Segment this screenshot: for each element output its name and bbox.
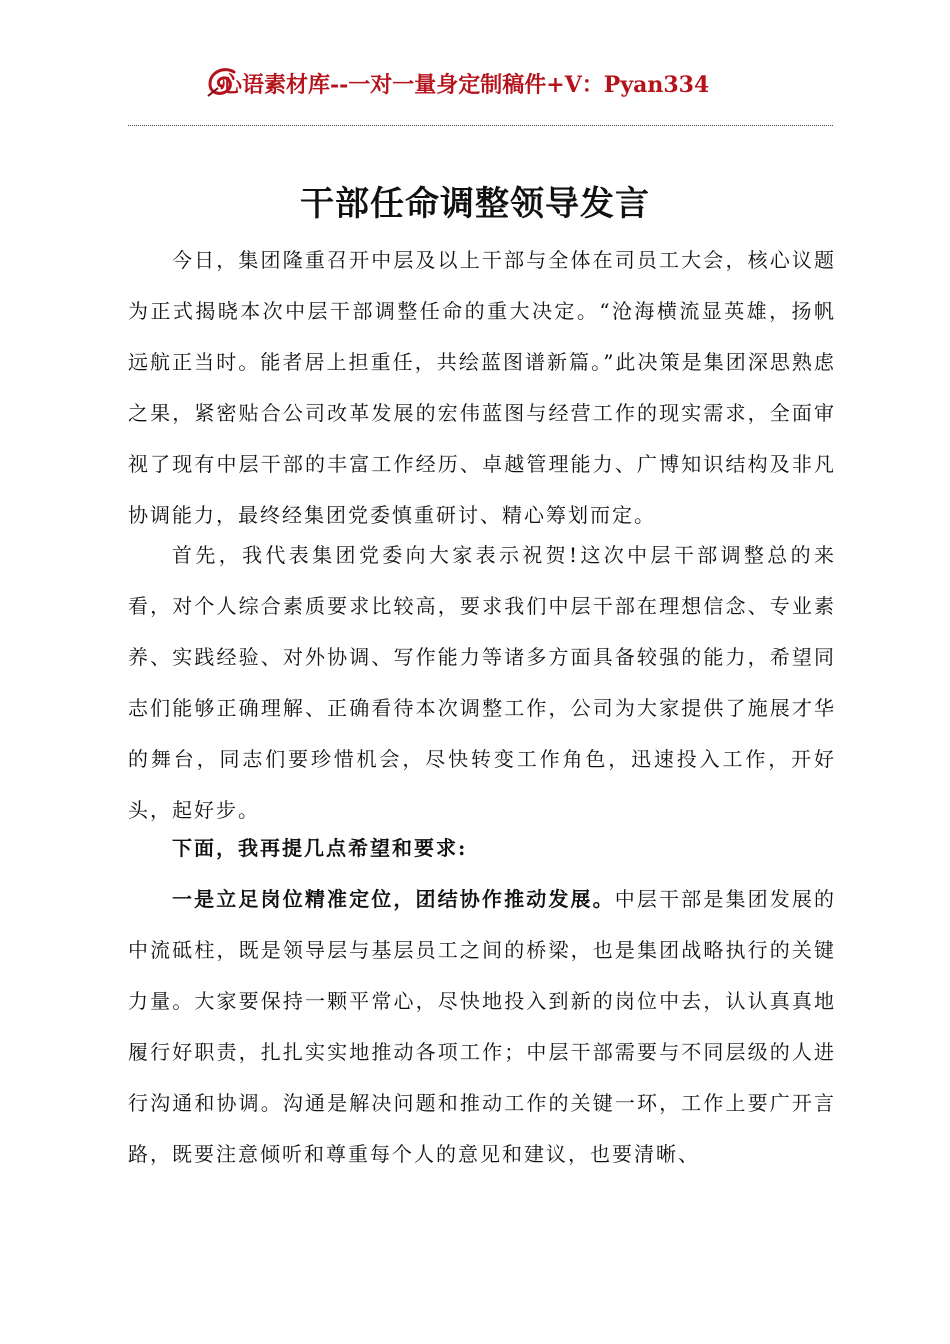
header-divider <box>128 125 833 126</box>
paragraph-4 <box>128 874 836 1180</box>
paragraph-3: 下面，我再提几点希望和要求: <box>172 836 468 860</box>
header-tagline: --一对一量身定制稿件+V：Pyan334 <box>330 72 710 98</box>
brand-line <box>220 68 709 99</box>
paragraph-2: 首先，我代表集团党委向大家表示祝贺!这次中层干部调整总的来看，对个人综合素质要求比较高，要求我们中层干部在理想信念、专业素养、实践经验、对外协调、写作能力等诸多方面具备较强的能力，希望同志们能够正确理解、正确看待本次调整工作，公司为大家提供了施展才华的舞台，同志们要珍惜机会，尽快转变工作角色，迅速投入工作，开好头，起好步。 <box>128 543 836 822</box>
document-title: 干部任命调整领导发言 <box>300 184 650 224</box>
brand-name: 心语素材库 <box>220 72 331 98</box>
paragraph-4-body: 中层干部是集团发展的中流砥柱，既是领导层与基层员工之间的桥梁，也是集团战略执行的关键力量。大家要保持一颗平常心，尽快地投入到新的岗位中去，认认真真地履行好职责，扎扎实实地推动各项工作；中层干部需要与不同层级的人进行沟通和协调。沟通是解决问题和推动工作的关键一环，工作上要广开言路，既要注意倾听和尊重每个人的意见和建议，也要清晰、 <box>128 887 837 1166</box>
paragraph-1: 今日，集团隆重召开中层及以上干部与全体在司员工大会，核心议题为正式揭晓本次中层干部调整任命的重大决定。“沧海横流显英雄，扬帆远航正当时。能者居上担重任，共绘蓝图谱新篇。”此决策是集团深思熟虑之果，紧密贴合公司改革发展的宏伟蓝图与经营工作的现实需求，全面审视了现有中层干部的丰富工作经历、卓越管理能力、广博知识结构及非凡协调能力，最终经集团党委慎重研讨、精心筹划而定。 <box>128 248 836 527</box>
paragraph-4-lead: 一是立足岗位精准定位，团结协作推动发展。 <box>172 887 615 911</box>
page-header <box>0 60 950 104</box>
